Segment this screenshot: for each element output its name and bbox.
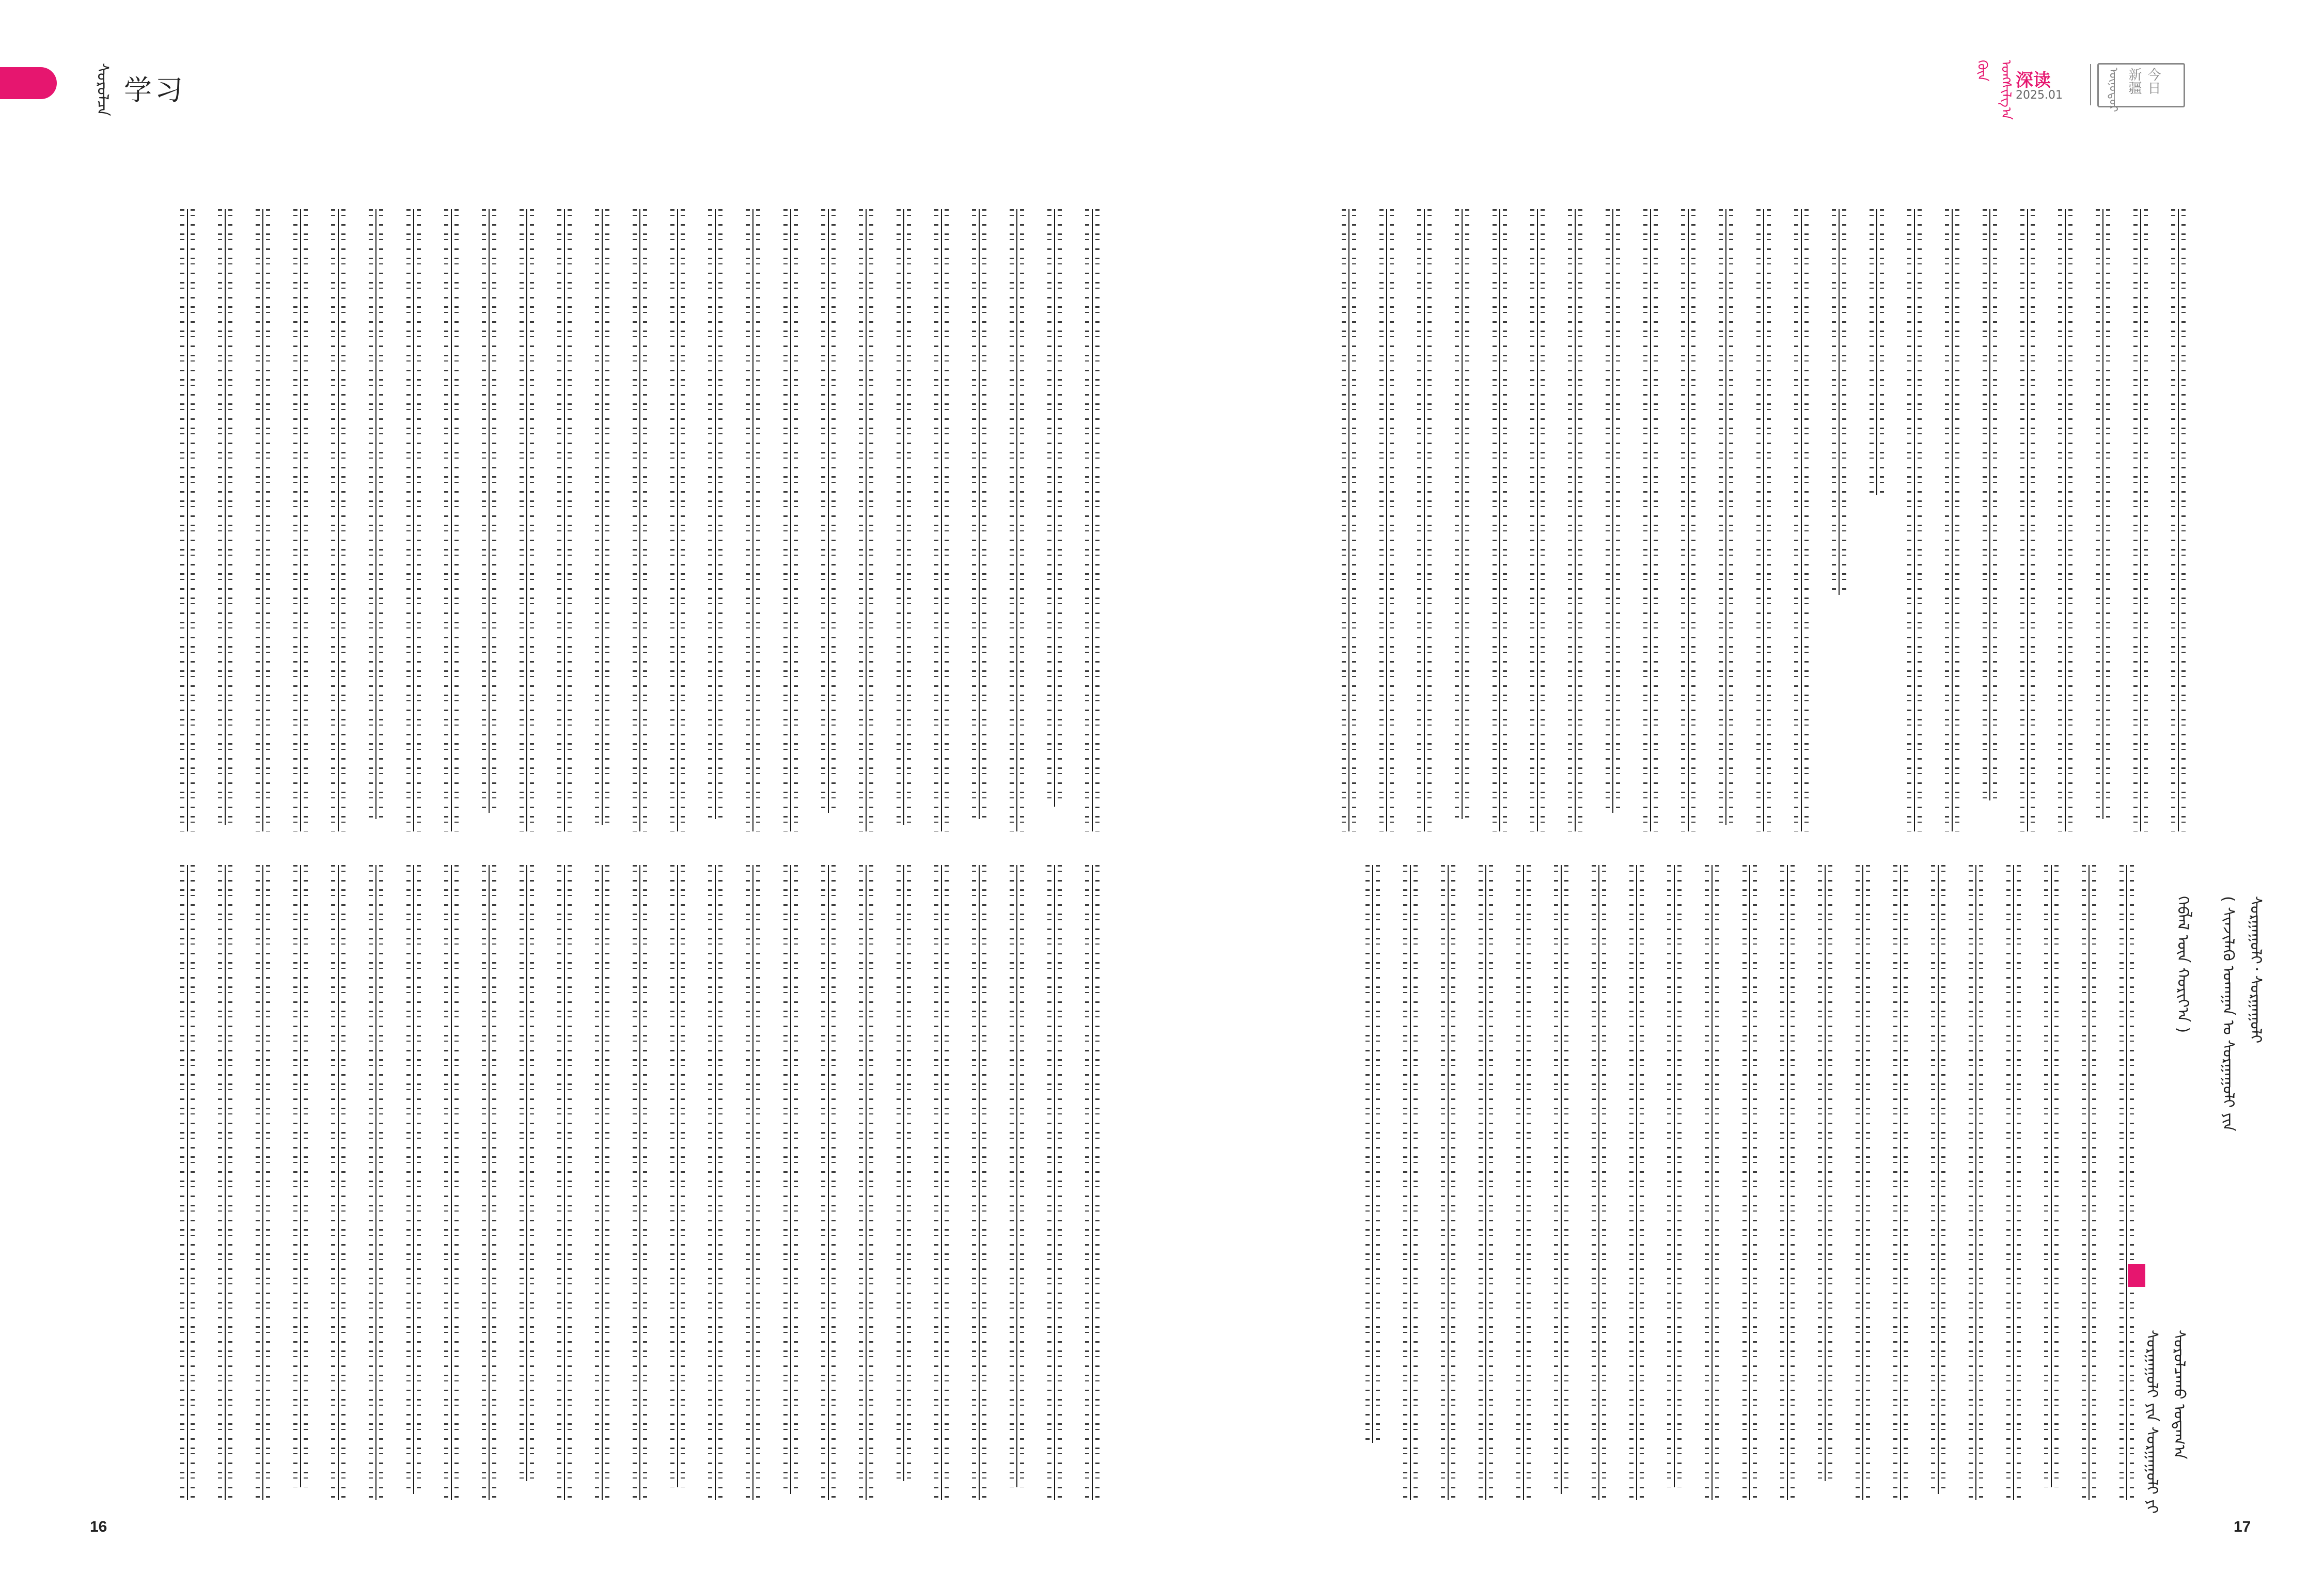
text-column [1589, 865, 1609, 1500]
text-column [893, 209, 914, 831]
text-column [2055, 209, 2076, 831]
section-tab-marker [0, 67, 57, 99]
masthead-brand: 深读 [2016, 70, 2051, 91]
body-text-block-top-left [124, 209, 1103, 831]
left-page [0, 0, 1162, 1587]
text-column [667, 865, 688, 1500]
text-column [743, 865, 763, 1500]
text-column [1044, 209, 1065, 831]
text-column [479, 865, 499, 1500]
text-column [1664, 865, 1685, 1500]
text-column [2116, 865, 2137, 1500]
text-column [1980, 209, 2000, 831]
text-column [1400, 865, 1421, 1500]
text-column [1904, 209, 1925, 831]
text-column [1942, 209, 1962, 831]
text-column [366, 865, 386, 1500]
text-column [1626, 865, 1647, 1500]
text-column [1716, 209, 1736, 831]
text-column [1678, 209, 1699, 831]
text-column [215, 209, 235, 831]
text-column [931, 865, 952, 1500]
masthead-divider [2090, 64, 2091, 105]
text-column [1777, 865, 1798, 1500]
text-column [1551, 865, 1572, 1500]
text-column [856, 865, 876, 1500]
logo-mongolian: ᠥᠨᠥᠳᠥᠷ [2107, 68, 2119, 112]
body-text-block-top-right [1264, 209, 2189, 831]
pull-quote-line-3: ᠰᠤᠷᠭᠠᠭᠤᠯᠢ ᠶᠢᠨ ᠰᠤᠷᠭᠠᠭᠤᠯᠢ ᠶᠢ ᠰᠤᠷᠤᠯᠴᠠᠬᠤ ᠤᠳᠠᠭ᠎ᠠ [2143, 1330, 2188, 1514]
text-column [1339, 209, 1359, 831]
text-column [1702, 865, 1722, 1500]
text-column [1928, 865, 1949, 1500]
text-column [1007, 865, 1027, 1500]
text-column [516, 209, 537, 831]
text-column [1852, 865, 1873, 1500]
text-column [2093, 209, 2113, 831]
text-column [1603, 209, 1623, 831]
text-column [1890, 865, 1911, 1500]
text-column [479, 209, 499, 831]
text-column [969, 209, 990, 831]
text-column [743, 209, 763, 831]
text-column [516, 865, 537, 1500]
text-column [1475, 865, 1496, 1500]
text-column [969, 865, 990, 1500]
text-column [253, 865, 273, 1500]
text-column [1815, 865, 1835, 1500]
body-text-block-bottom-left [124, 865, 1103, 1500]
text-column [1739, 865, 1760, 1500]
pull-quote-line-2: ᠬᠡᠪᠯᠡᠯ ᠦᠨ ᠬᠤᠷᠢᠶ᠎ᠠ ) [2174, 896, 2192, 1033]
text-column [856, 209, 876, 831]
text-column [630, 865, 650, 1500]
text-column [1082, 865, 1103, 1500]
text-column [554, 865, 575, 1500]
text-column [1513, 865, 1534, 1500]
page-number-right: 17 [2234, 1518, 2251, 1535]
text-column [2168, 209, 2189, 831]
text-column [667, 209, 688, 831]
text-column [554, 209, 575, 831]
text-column [328, 865, 349, 1500]
text-column [290, 865, 311, 1500]
logo-chinese: 今日新疆 [2126, 68, 2161, 95]
text-column [1007, 209, 1027, 831]
publication-logo [2097, 63, 2185, 112]
text-column [177, 865, 198, 1500]
text-column [2003, 865, 2024, 1500]
text-column [403, 865, 424, 1500]
text-column [2017, 209, 2038, 831]
text-column [893, 865, 914, 1500]
text-column [253, 209, 273, 831]
text-column [441, 865, 462, 1500]
text-column [2041, 865, 2062, 1500]
text-column [1640, 209, 1661, 831]
text-column [1829, 209, 1849, 831]
text-column [177, 209, 198, 831]
text-column [1527, 209, 1548, 831]
text-column [441, 209, 462, 831]
text-column [1966, 865, 1986, 1500]
text-column [215, 865, 235, 1500]
text-column [1438, 865, 1458, 1500]
text-column [2130, 209, 2151, 831]
text-column [290, 209, 311, 831]
text-column [592, 209, 613, 831]
text-column [1489, 209, 1510, 831]
text-column [630, 209, 650, 831]
text-column [1791, 209, 1812, 831]
text-column [1866, 209, 1887, 831]
text-column [403, 209, 424, 831]
text-column [705, 209, 726, 831]
section-title-mongolian: ᠰᠤᠷᠤᠯᠴᠠ [93, 63, 112, 116]
text-column [1376, 209, 1397, 831]
masthead [1970, 60, 2228, 120]
text-column [780, 865, 801, 1500]
text-column [592, 865, 613, 1500]
text-column [705, 865, 726, 1500]
text-column [1082, 209, 1103, 831]
text-column [1452, 209, 1472, 831]
text-column [931, 209, 952, 831]
masthead-mongolian: ᠭᠦᠨ ᠤᠩᠰᠢᠯᠭ᠎ᠠ [1974, 60, 2014, 120]
text-column [2079, 865, 2099, 1500]
pull-quote-marker [2128, 1264, 2145, 1287]
text-column [1565, 209, 1585, 831]
page-number-left: 16 [90, 1518, 107, 1535]
section-title: 学习 [124, 74, 186, 106]
text-column [818, 865, 839, 1500]
text-column [1414, 209, 1435, 831]
text-column [366, 209, 386, 831]
text-column [1044, 865, 1065, 1500]
text-column [818, 209, 839, 831]
body-text-block-bottom-right [1264, 865, 2137, 1500]
text-column [780, 209, 801, 831]
pull-quote-line-1: ( ᠰᠢᠨᠵᠢᠯᠡᠬᠦ ᠤᠬᠠᠭᠠᠨ ᠤ ᠰᠤᠷᠭᠠᠭᠤᠯᠢ ᠶᠢᠨ ᠰᠤᠷᠭᠠᠭᠤᠯᠢ᠂ ᠰᠤᠷᠭᠠᠭᠤᠯᠢ [2219, 896, 2265, 1131]
text-column [1362, 865, 1383, 1500]
masthead-issue: 2025.01 [2016, 89, 2063, 102]
text-column [328, 209, 349, 831]
text-column [1753, 209, 1774, 831]
